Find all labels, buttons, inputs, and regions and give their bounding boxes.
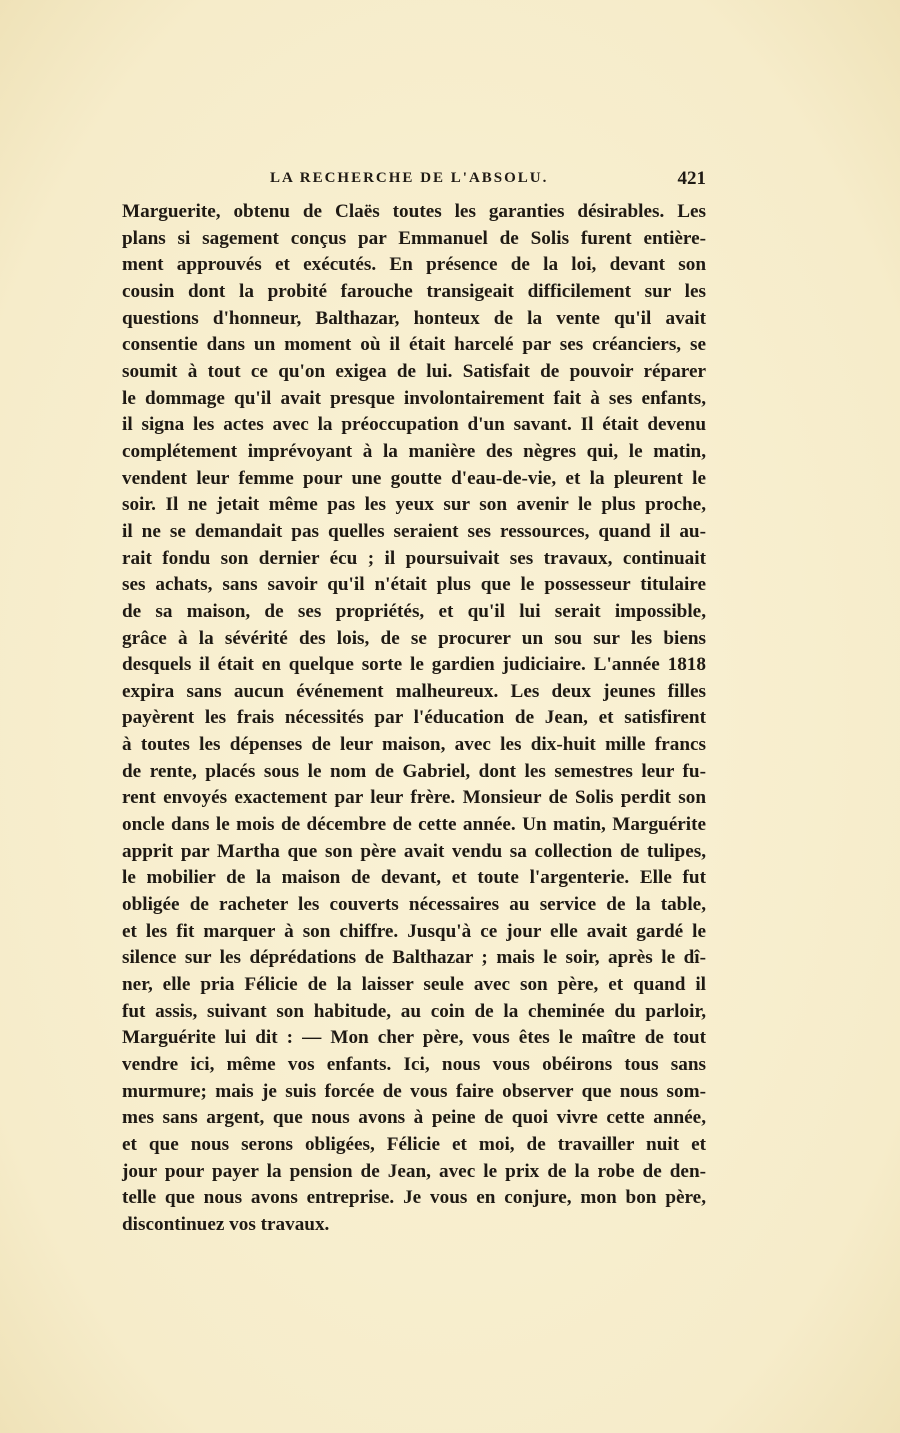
text-line: de sa maison, de ses propriétés, et qu'il lui serait impossible, bbox=[122, 600, 706, 622]
page-header bbox=[122, 170, 706, 194]
text-line: le mobilier de la maison de devant, et toute l'argenterie. Elle fut bbox=[122, 867, 706, 889]
text-line: questions d'honneur, Balthazar, honteux de la vente qu'il avait bbox=[122, 307, 706, 329]
text-line: expira sans aucun événement malheureux. Les deux jeunes filles bbox=[122, 680, 706, 702]
text-line: telle que nous avons entreprise. Je vous en conjure, mon bon père, bbox=[122, 1187, 706, 1209]
running-title: LA RECHERCHE DE L'ABSOLU. bbox=[270, 170, 549, 186]
text-line: discontinuez vos travaux. bbox=[122, 1213, 330, 1235]
text-line: murmure; mais je suis forcée de vous faire observer que nous som- bbox=[122, 1080, 706, 1102]
text-line: plans si sagement conçus par Emmanuel de Solis furent entière- bbox=[122, 227, 706, 249]
text-line: consentie dans un moment où il était harcelé par ses créanciers, se bbox=[122, 334, 706, 356]
text-line: desquels il était en quelque sorte le gardien judiciaire. L'année 1818 bbox=[122, 654, 706, 676]
text-line: soumit à tout ce qu'on exigea de lui. Satisfait de pouvoir réparer bbox=[122, 360, 706, 382]
text-line: et que nous serons obligées, Félicie et moi, de travailler nuit et bbox=[122, 1133, 706, 1155]
text-line: vendre ici, même vos enfants. Ici, nous vous obéirons tous sans bbox=[122, 1054, 706, 1075]
text-line: payèrent les frais nécessités par l'éducation de Jean, et satisfirent bbox=[122, 707, 706, 729]
text-line: ner, elle pria Félicie de la laisser seule avec son père, et quand il bbox=[122, 974, 706, 996]
text-line: complétement imprévoyant à la manière des nègres qui, le matin, bbox=[122, 440, 706, 462]
body-text bbox=[122, 199, 706, 1239]
text-line: il signa les actes avec la préoccupation d'un savant. Il était devenu bbox=[122, 414, 706, 436]
text-line: Marguérite lui dit : — Mon cher père, vous êtes le maître de tout bbox=[122, 1027, 706, 1049]
text-line: apprit par Martha que son père avait vendu sa collection de tulipes, bbox=[122, 840, 706, 862]
text-line: de rente, placés sous le nom de Gabriel, dont les semestres leur fu- bbox=[122, 760, 706, 782]
text-line: grâce à la sévérité des lois, de se procurer un sou sur les biens bbox=[122, 627, 706, 649]
text-line: rent envoyés exactement par leur frère. Monsieur de Solis perdit son bbox=[122, 787, 706, 809]
text-line: oncle dans le mois de décembre de cette année. Un matin, Marguérite bbox=[122, 814, 706, 836]
text-line: vendent leur femme pour une goutte d'eau-de-vie, et la pleurent le bbox=[122, 467, 706, 489]
text-line: ment approuvés et exécutés. En présence de la loi, devant son bbox=[122, 254, 706, 276]
text-line: rait fondu son dernier écu ; il poursuivait ses travaux, continuait bbox=[122, 547, 706, 569]
text-line: obligée de racheter les couverts nécessaires au service de la table, bbox=[122, 894, 706, 916]
text-line: le dommage qu'il avait presque involontairement fait à ses enfants, bbox=[122, 387, 706, 409]
page-number: 421 bbox=[677, 168, 706, 189]
text-line: mes sans argent, que nous avons à peine de quoi vivre cette année, bbox=[122, 1107, 706, 1129]
text-line: Marguerite, obtenu de Claës toutes les garanties désirables. Les bbox=[122, 201, 706, 222]
text-line: il ne se demandait pas quelles seraient ses ressources, quand il au- bbox=[122, 520, 706, 542]
text-line: fut assis, suivant son habitude, au coin de la cheminée du parloir, bbox=[122, 1000, 706, 1022]
text-line: et les fit marquer à son chiffre. Jusqu'à ce jour elle avait gardé le bbox=[122, 920, 706, 942]
text-line: soir. Il ne jetait même pas les yeux sur son avenir le plus proche, bbox=[122, 494, 706, 516]
text-line: jour pour payer la pension de Jean, avec le prix de la robe de den- bbox=[122, 1160, 706, 1182]
text-line: cousin dont la probité farouche transigeait difficilement sur les bbox=[122, 280, 706, 302]
text-line: silence sur les déprédations de Balthazar ; mais le soir, après le dî- bbox=[122, 947, 706, 969]
text-line: à toutes les dépenses de leur maison, avec les dix-huit mille francs bbox=[122, 734, 706, 756]
text-line: ses achats, sans savoir qu'il n'était plus que le possesseur titulaire bbox=[122, 574, 706, 596]
